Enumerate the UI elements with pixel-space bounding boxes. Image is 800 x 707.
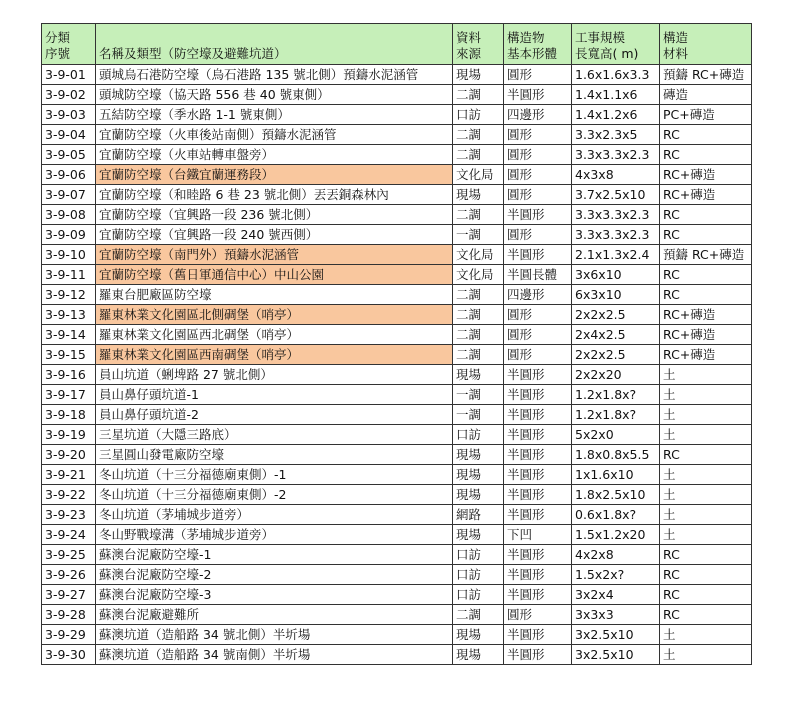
cell-name: 頭城防空壕（協天路 556 巷 40 號東側） [96,85,453,105]
cell-material: 土 [660,465,752,485]
cell-size: 3x2x4 [572,585,660,605]
cell-source: 一調 [453,405,504,425]
cell-source: 網路 [453,505,504,525]
cell-name: 蘇澳台泥廠避難所 [96,605,453,625]
cell-source: 二調 [453,605,504,625]
cell-shape: 圓形 [504,165,572,185]
cell-size: 2x4x2.5 [572,325,660,345]
cell-size: 3.3x3.3x2.3 [572,205,660,225]
cell-material: RC [660,265,752,285]
cell-size: 3x6x10 [572,265,660,285]
cell-material: 土 [660,485,752,505]
cell-shape: 圓形 [504,325,572,345]
cell-material: RC+磚造 [660,165,752,185]
cell-name: 宜蘭防空壕（南門外）預鑄水泥涵管 [96,245,453,265]
cell-material: RC [660,565,752,585]
cell-source: 二調 [453,205,504,225]
cell-material: RC+磚造 [660,345,752,365]
cell-source: 二調 [453,325,504,345]
table-row [42,465,752,485]
table-row [42,65,752,85]
cell-id: 3-9-14 [42,325,96,345]
cell-size: 5x2x0 [572,425,660,445]
cell-source: 二調 [453,305,504,325]
cell-id: 3-9-05 [42,145,96,165]
cell-id: 3-9-11 [42,265,96,285]
cell-material: 土 [660,525,752,545]
cell-shape: 下凹 [504,525,572,545]
cell-name: 五結防空壕（季水路 1-1 號東側） [96,105,453,125]
cell-shape: 半圓形 [504,585,572,605]
cell-size: 1.8x0.8x5.5 [572,445,660,465]
cell-shape: 半圓形 [504,625,572,645]
cell-source: 二調 [453,85,504,105]
table-row [42,185,752,205]
cell-name: 宜蘭防空壕（火車站轉車盤旁） [96,145,453,165]
cell-id: 3-9-04 [42,125,96,145]
cell-size: 1.5x2x? [572,565,660,585]
cell-id: 3-9-21 [42,465,96,485]
cell-source: 現場 [453,65,504,85]
table-row [42,285,752,305]
cell-name: 宜蘭防空壕（台鐵宜蘭運務段） [96,165,453,185]
cell-material: RC [660,545,752,565]
cell-size: 4x2x8 [572,545,660,565]
cell-source: 二調 [453,285,504,305]
header-source: 資料 來源 [453,24,504,65]
cell-name: 蘇澳台泥廠防空壕-2 [96,565,453,585]
cell-shape: 半圓形 [504,465,572,485]
table-row [42,425,752,445]
cell-shape: 圓形 [504,125,572,145]
cell-size: 1x1.6x10 [572,465,660,485]
cell-material: 預鑄 RC+磚造 [660,65,752,85]
cell-shape: 半圓形 [504,645,572,665]
cell-id: 3-9-30 [42,645,96,665]
cell-id: 3-9-19 [42,425,96,445]
cell-id: 3-9-20 [42,445,96,465]
cell-shape: 圓形 [504,225,572,245]
cell-name: 宜蘭防空壕（火車後站南側）預鑄水泥涵管 [96,125,453,145]
table-row [42,525,752,545]
bunker-table [41,23,752,665]
cell-source: 現場 [453,525,504,545]
cell-id: 3-9-16 [42,365,96,385]
cell-id: 3-9-28 [42,605,96,625]
cell-shape: 半圓形 [504,385,572,405]
header-row [42,24,752,65]
cell-size: 4x3x8 [572,165,660,185]
cell-shape: 半圓形 [504,485,572,505]
table-row [42,385,752,405]
cell-source: 現場 [453,445,504,465]
cell-id: 3-9-22 [42,485,96,505]
cell-source: 現場 [453,645,504,665]
cell-id: 3-9-13 [42,305,96,325]
cell-shape: 圓形 [504,65,572,85]
cell-id: 3-9-10 [42,245,96,265]
cell-material: PC+磚造 [660,105,752,125]
cell-size: 3.7x2.5x10 [572,185,660,205]
cell-material: 土 [660,385,752,405]
cell-source: 二調 [453,145,504,165]
cell-id: 3-9-27 [42,585,96,605]
header-size: 工事規模 長寬高( m) [572,24,660,65]
cell-size: 2.1x1.3x2.4 [572,245,660,265]
table-row [42,205,752,225]
cell-size: 3x2.5x10 [572,645,660,665]
table-row [42,565,752,585]
cell-source: 一調 [453,385,504,405]
cell-shape: 半圓長體 [504,265,572,285]
cell-source: 文化局 [453,265,504,285]
cell-source: 文化局 [453,245,504,265]
cell-shape: 半圓形 [504,365,572,385]
cell-id: 3-9-26 [42,565,96,585]
cell-shape: 半圓形 [504,505,572,525]
cell-id: 3-9-23 [42,505,96,525]
cell-shape: 圓形 [504,305,572,325]
cell-id: 3-9-08 [42,205,96,225]
cell-size: 2x2x2.5 [572,305,660,325]
cell-material: RC [660,205,752,225]
cell-material: 土 [660,405,752,425]
table-row [42,265,752,285]
cell-size: 1.2x1.8x? [572,405,660,425]
cell-shape: 四邊形 [504,105,572,125]
table-row [42,625,752,645]
cell-id: 3-9-24 [42,525,96,545]
cell-id: 3-9-17 [42,385,96,405]
cell-material: 土 [660,625,752,645]
cell-source: 現場 [453,465,504,485]
cell-size: 1.4x1.1x6 [572,85,660,105]
cell-name: 蘇澳台泥廠防空壕-3 [96,585,453,605]
cell-id: 3-9-09 [42,225,96,245]
cell-name: 三星坑道（大隱三路底） [96,425,453,445]
cell-material: 磚造 [660,85,752,105]
cell-source: 文化局 [453,165,504,185]
header-material: 構造 材料 [660,24,752,65]
table-row [42,405,752,425]
cell-name: 員山鼻仔頭坑道-2 [96,405,453,425]
cell-material: 土 [660,645,752,665]
cell-size: 6x3x10 [572,285,660,305]
cell-shape: 半圓形 [504,425,572,445]
cell-id: 3-9-18 [42,405,96,425]
cell-name: 羅東林業文化園區西南碉堡（哨亭） [96,345,453,365]
cell-size: 1.2x1.8x? [572,385,660,405]
table-row [42,305,752,325]
header-id: 分類 序號 [42,24,96,65]
table-row [42,645,752,665]
cell-size: 1.8x2.5x10 [572,485,660,505]
table-row [42,245,752,265]
cell-material: 土 [660,365,752,385]
cell-source: 口訪 [453,105,504,125]
cell-source: 現場 [453,485,504,505]
cell-name: 冬山坑道（十三分福德廟東側）-2 [96,485,453,505]
cell-name: 羅東林業文化園區西北碉堡（哨亭） [96,325,453,345]
cell-shape: 半圓形 [504,205,572,225]
cell-source: 現場 [453,625,504,645]
table-row [42,445,752,465]
table-row [42,365,752,385]
header-name: 名稱及類型（防空壕及避難坑道） [96,24,453,65]
cell-name: 頭城烏石港防空壕（烏石港路 135 號北側）預鑄水泥涵管 [96,65,453,85]
table-row [42,165,752,185]
cell-shape: 圓形 [504,145,572,165]
cell-id: 3-9-29 [42,625,96,645]
cell-size: 3.3x3.3x2.3 [572,225,660,245]
table-row [42,325,752,345]
cell-source: 口訪 [453,585,504,605]
table-row [42,345,752,365]
table-row [42,105,752,125]
cell-shape: 半圓形 [504,405,572,425]
cell-size: 3x2.5x10 [572,625,660,645]
cell-id: 3-9-12 [42,285,96,305]
table-row [42,585,752,605]
cell-name: 三星圓山發電廠防空壕 [96,445,453,465]
cell-material: RC [660,605,752,625]
cell-material: 土 [660,425,752,445]
cell-name: 宜蘭防空壕（和睦路 6 巷 23 號北側）丟丟銅森林內 [96,185,453,205]
cell-size: 3x3x3 [572,605,660,625]
cell-source: 現場 [453,365,504,385]
cell-name: 冬山坑道（十三分福德廟東側）-1 [96,465,453,485]
cell-id: 3-9-07 [42,185,96,205]
cell-source: 口訪 [453,565,504,585]
cell-material: RC [660,125,752,145]
cell-name: 蘇澳台泥廠防空壕-1 [96,545,453,565]
cell-material: RC [660,145,752,165]
cell-name: 冬山坑道（茅埔城步道旁） [96,505,453,525]
cell-material: 土 [660,505,752,525]
cell-name: 蘇澳坑道（造船路 34 號南側）半圻場 [96,645,453,665]
cell-shape: 半圓形 [504,445,572,465]
cell-id: 3-9-06 [42,165,96,185]
cell-source: 二調 [453,125,504,145]
cell-material: 預鑄 RC+磚造 [660,245,752,265]
cell-shape: 半圓形 [504,85,572,105]
cell-size: 1.4x1.2x6 [572,105,660,125]
table-row [42,125,752,145]
cell-material: RC [660,225,752,245]
cell-id: 3-9-15 [42,345,96,365]
cell-material: RC [660,445,752,465]
cell-size: 2x2x20 [572,365,660,385]
cell-name: 宜蘭防空壕（宜興路一段 240 號西側） [96,225,453,245]
cell-name: 羅東林業文化園區北側碉堡（哨亭） [96,305,453,325]
cell-id: 3-9-25 [42,545,96,565]
cell-size: 3.3x2.3x5 [572,125,660,145]
cell-size: 3.3x3.3x2.3 [572,145,660,165]
table-row [42,85,752,105]
cell-material: RC+磚造 [660,185,752,205]
cell-source: 二調 [453,345,504,365]
cell-shape: 圓形 [504,605,572,625]
cell-material: RC+磚造 [660,325,752,345]
cell-material: RC [660,585,752,605]
cell-size: 2x2x2.5 [572,345,660,365]
cell-shape: 圓形 [504,345,572,365]
table-row [42,145,752,165]
header-shape: 構造物 基本形體 [504,24,572,65]
cell-size: 1.6x1.6x3.3 [572,65,660,85]
cell-name: 冬山野戰壕溝（茅埔城步道旁） [96,525,453,545]
table-row [42,545,752,565]
cell-name: 羅東台肥廠區防空壕 [96,285,453,305]
cell-id: 3-9-03 [42,105,96,125]
cell-name: 宜蘭防空壕（宜興路一段 236 號北側） [96,205,453,225]
cell-id: 3-9-01 [42,65,96,85]
cell-name: 員山鼻仔頭坑道-1 [96,385,453,405]
cell-source: 一調 [453,225,504,245]
cell-source: 口訪 [453,545,504,565]
cell-id: 3-9-02 [42,85,96,105]
cell-material: RC [660,285,752,305]
cell-name: 員山坑道（蜊埤路 27 號北側） [96,365,453,385]
cell-material: RC+磚造 [660,305,752,325]
table-row [42,505,752,525]
table-row [42,605,752,625]
table-row [42,225,752,245]
cell-shape: 半圓形 [504,245,572,265]
cell-shape: 四邊形 [504,285,572,305]
cell-source: 現場 [453,185,504,205]
cell-shape: 圓形 [504,185,572,205]
cell-shape: 半圓形 [504,545,572,565]
cell-shape: 半圓形 [504,565,572,585]
cell-size: 0.6x1.8x? [572,505,660,525]
cell-name: 蘇澳坑道（造船路 34 號北側）半圻場 [96,625,453,645]
cell-size: 1.5x1.2x20 [572,525,660,545]
table-row [42,485,752,505]
cell-name: 宜蘭防空壕（舊日軍通信中心）中山公園 [96,265,453,285]
cell-source: 口訪 [453,425,504,445]
